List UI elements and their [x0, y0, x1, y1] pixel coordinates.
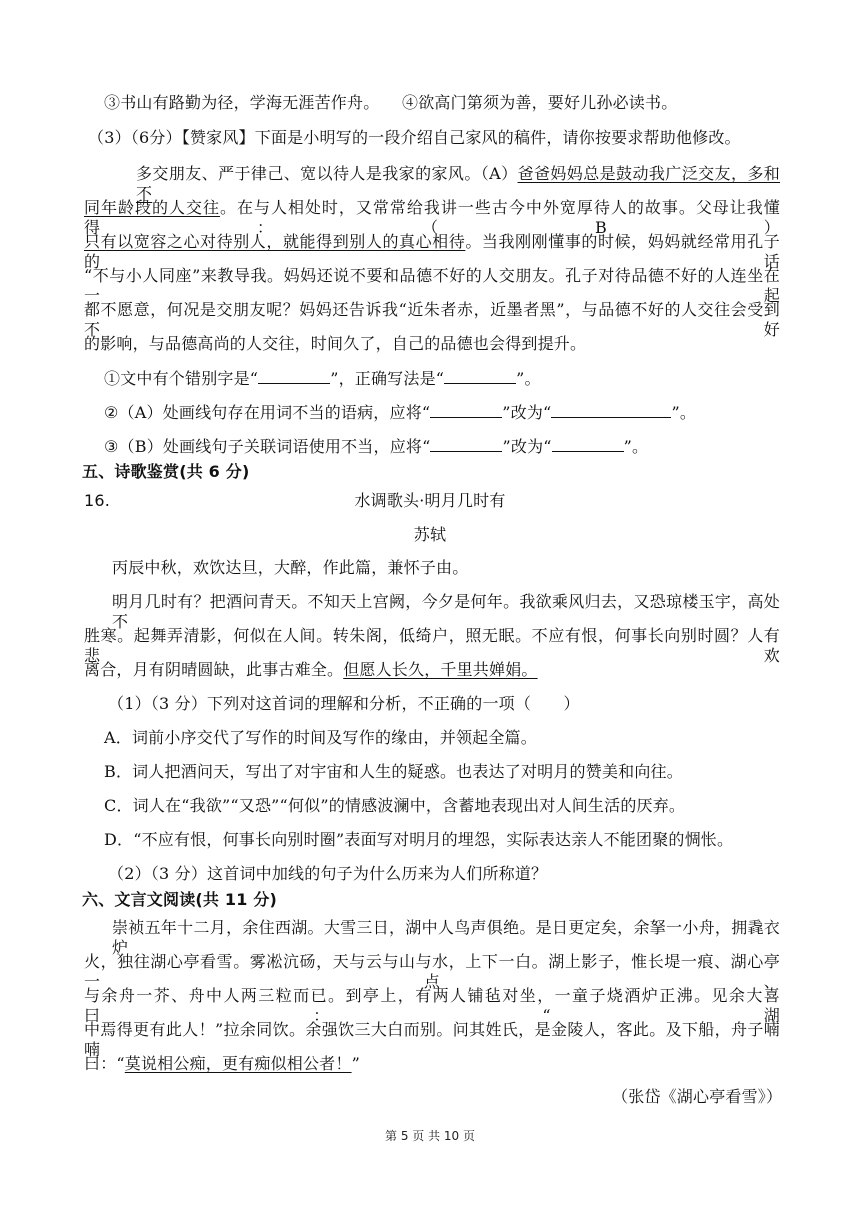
poem-preface: 丙辰中秋，欢饮达旦，大醉，作此篇，兼怀子由。	[112, 558, 469, 577]
underlined-sentence-a: 爸爸妈妈总是鼓动我广泛交友，多和不	[136, 164, 781, 203]
passage-text: 。在与人相处时，又常常给我讲一些古今中外宽厚待人的故事。父母让我懂得：（B）	[84, 198, 780, 237]
answer-blank[interactable]	[430, 403, 502, 418]
question-part-3-intro: （3）（6分）【赞家风】下面是小明写的一段介绍自己家风的稿件，请你按要求帮助他修改。	[88, 128, 741, 147]
poem-line	[84, 660, 780, 680]
underlined-quote: 莫说相公痴，更有痴似相公者！	[124, 1054, 352, 1073]
passage-text: 。当我刚刚懂事的时候，妈妈就经常用孔子的话	[84, 232, 780, 271]
underlined-sentence-a: 同年龄段的人交往	[84, 198, 220, 217]
option-c: C．词人在“我欲”“又恐”“何似”的情感波澜中，含蓄地表现出对人间生活的厌弃。	[104, 796, 686, 815]
classical-text: ”	[351, 1054, 360, 1073]
poem-text: 离合，月有阴晴圆缺，此事古难全。	[84, 660, 344, 679]
answer-blank[interactable]	[258, 369, 330, 384]
question-text: ”改为“	[502, 437, 552, 456]
underlined-sentence-b: 只有以宽容之心对待别人，就能得到别人的真心相待	[84, 232, 466, 251]
passage-line: 的影响，与品德高尚的人交往，时间久了，自己的品德也会得到提升。	[84, 334, 587, 353]
classical-text-line	[84, 1054, 780, 1074]
classical-text-line: 与余舟一芥、舟中人两三粒而已。到亭上，有两人铺毡对坐，一童子烧酒炉正沸。见余大喜曰：“湖	[84, 986, 780, 1025]
section-6-heading: 六、文言文阅读(共 11 分)	[82, 890, 278, 909]
poem-question-1: （1）（3 分）下列对这首词的理解和分析，不正确的一项（ ）	[108, 694, 580, 713]
poem-title: 水调歌头·明月几时有	[354, 491, 506, 510]
poem-question-2: （2）（3 分）这首词中加线的句子为什么历来为人们所称道？	[108, 864, 548, 883]
passage-line: “不与小人同座”来教导我。妈妈还说不要和品德不好的人交朋友。孔子对待品德不好的人连坐在一起	[84, 266, 780, 305]
classical-text-line: 中焉得更有此人！”拉余同饮。余强饮三大白而别。问其姓氏，是金陵人，客此。及下船，舟子喃喃	[84, 1020, 780, 1059]
answer-blank[interactable]	[552, 437, 624, 452]
option-3: ③书山有路勤为径，学海无涯苦作舟。	[104, 93, 380, 112]
question-text: ”。	[623, 437, 649, 456]
sub-question-3	[104, 437, 648, 457]
option-d: D．“不应有恨，何事长向别时圈”表面写对明月的埋怨，实际表达亲人不能团聚的惆怅。	[104, 830, 734, 849]
page-footer: 第 5 页 共 10 页	[385, 1129, 475, 1143]
option-b: B．词人把酒问天，写出了对宇宙和人生的疑惑。也表达了对明月的赞美和向往。	[104, 762, 683, 781]
passage-line: 都不愿意，何况是交朋友呢？妈妈还告诉我“近朱者赤，近墨者黑”，与品德不好的人交往会受到不好	[84, 300, 780, 339]
question-text: ”。	[671, 403, 697, 422]
question-text: ”改为“	[502, 403, 552, 422]
question-text: ①文中有个错别字是“	[104, 369, 259, 388]
option-4: ④欲高门第须为善，要好儿孙必读书。	[402, 93, 678, 112]
option-a: A．词前小序交代了写作的时间及写作的缘由，并领起全篇。	[104, 728, 537, 747]
sub-question-2	[104, 403, 696, 423]
text-source: （张岱《湖心亭看雪》）	[612, 1087, 783, 1106]
underlined-poem-line: 但愿人长久，千里共婵娟。	[343, 660, 538, 679]
answer-blank[interactable]	[551, 403, 671, 418]
section-5-heading: 五、诗歌鉴赏(共 6 分)	[82, 462, 250, 481]
question-number: 16.	[84, 491, 111, 510]
sub-question-1	[104, 369, 541, 389]
poem-author: 苏轼	[413, 525, 447, 544]
classical-text-line: 崇祯五年十二月，余住西湖。大雪三日，湖中人鸟声俱绝。是日更定矣，余拏一小舟，拥毳衣炉	[112, 918, 780, 957]
passage-text: 多交朋友、严于律己、宽以待人是我家的家风。（A）	[136, 164, 518, 183]
poem-line: 明月几时有？把酒问青天。不知天上宫阙，今夕是何年。我欲乘风归去，又恐琼楼玉宇，高处不	[112, 592, 780, 631]
classical-text: 曰：“	[84, 1054, 125, 1073]
question-text: ②（A）处画线句存在用词不当的语病，应将“	[104, 403, 431, 422]
classical-text-line: 火，独往湖心亭看雪。雾凇沆砀，天与云与山与水，上下一白。湖上影子，惟长堤一痕、湖心亭一点、	[84, 952, 780, 991]
poem-line: 胜寒。起舞弄清影，何似在人间。转朱阁，低绮户，照无眠。不应有恨，何事长向别时圆？人有悲欢	[84, 626, 780, 665]
question-text: ”，正确写法是“	[330, 369, 445, 388]
question-text: ③（B）处画线句子关联词语使用不当，应将“	[104, 437, 431, 456]
answer-blank[interactable]	[430, 437, 502, 452]
answer-blank[interactable]	[444, 369, 516, 384]
question-text: ”。	[516, 369, 541, 388]
